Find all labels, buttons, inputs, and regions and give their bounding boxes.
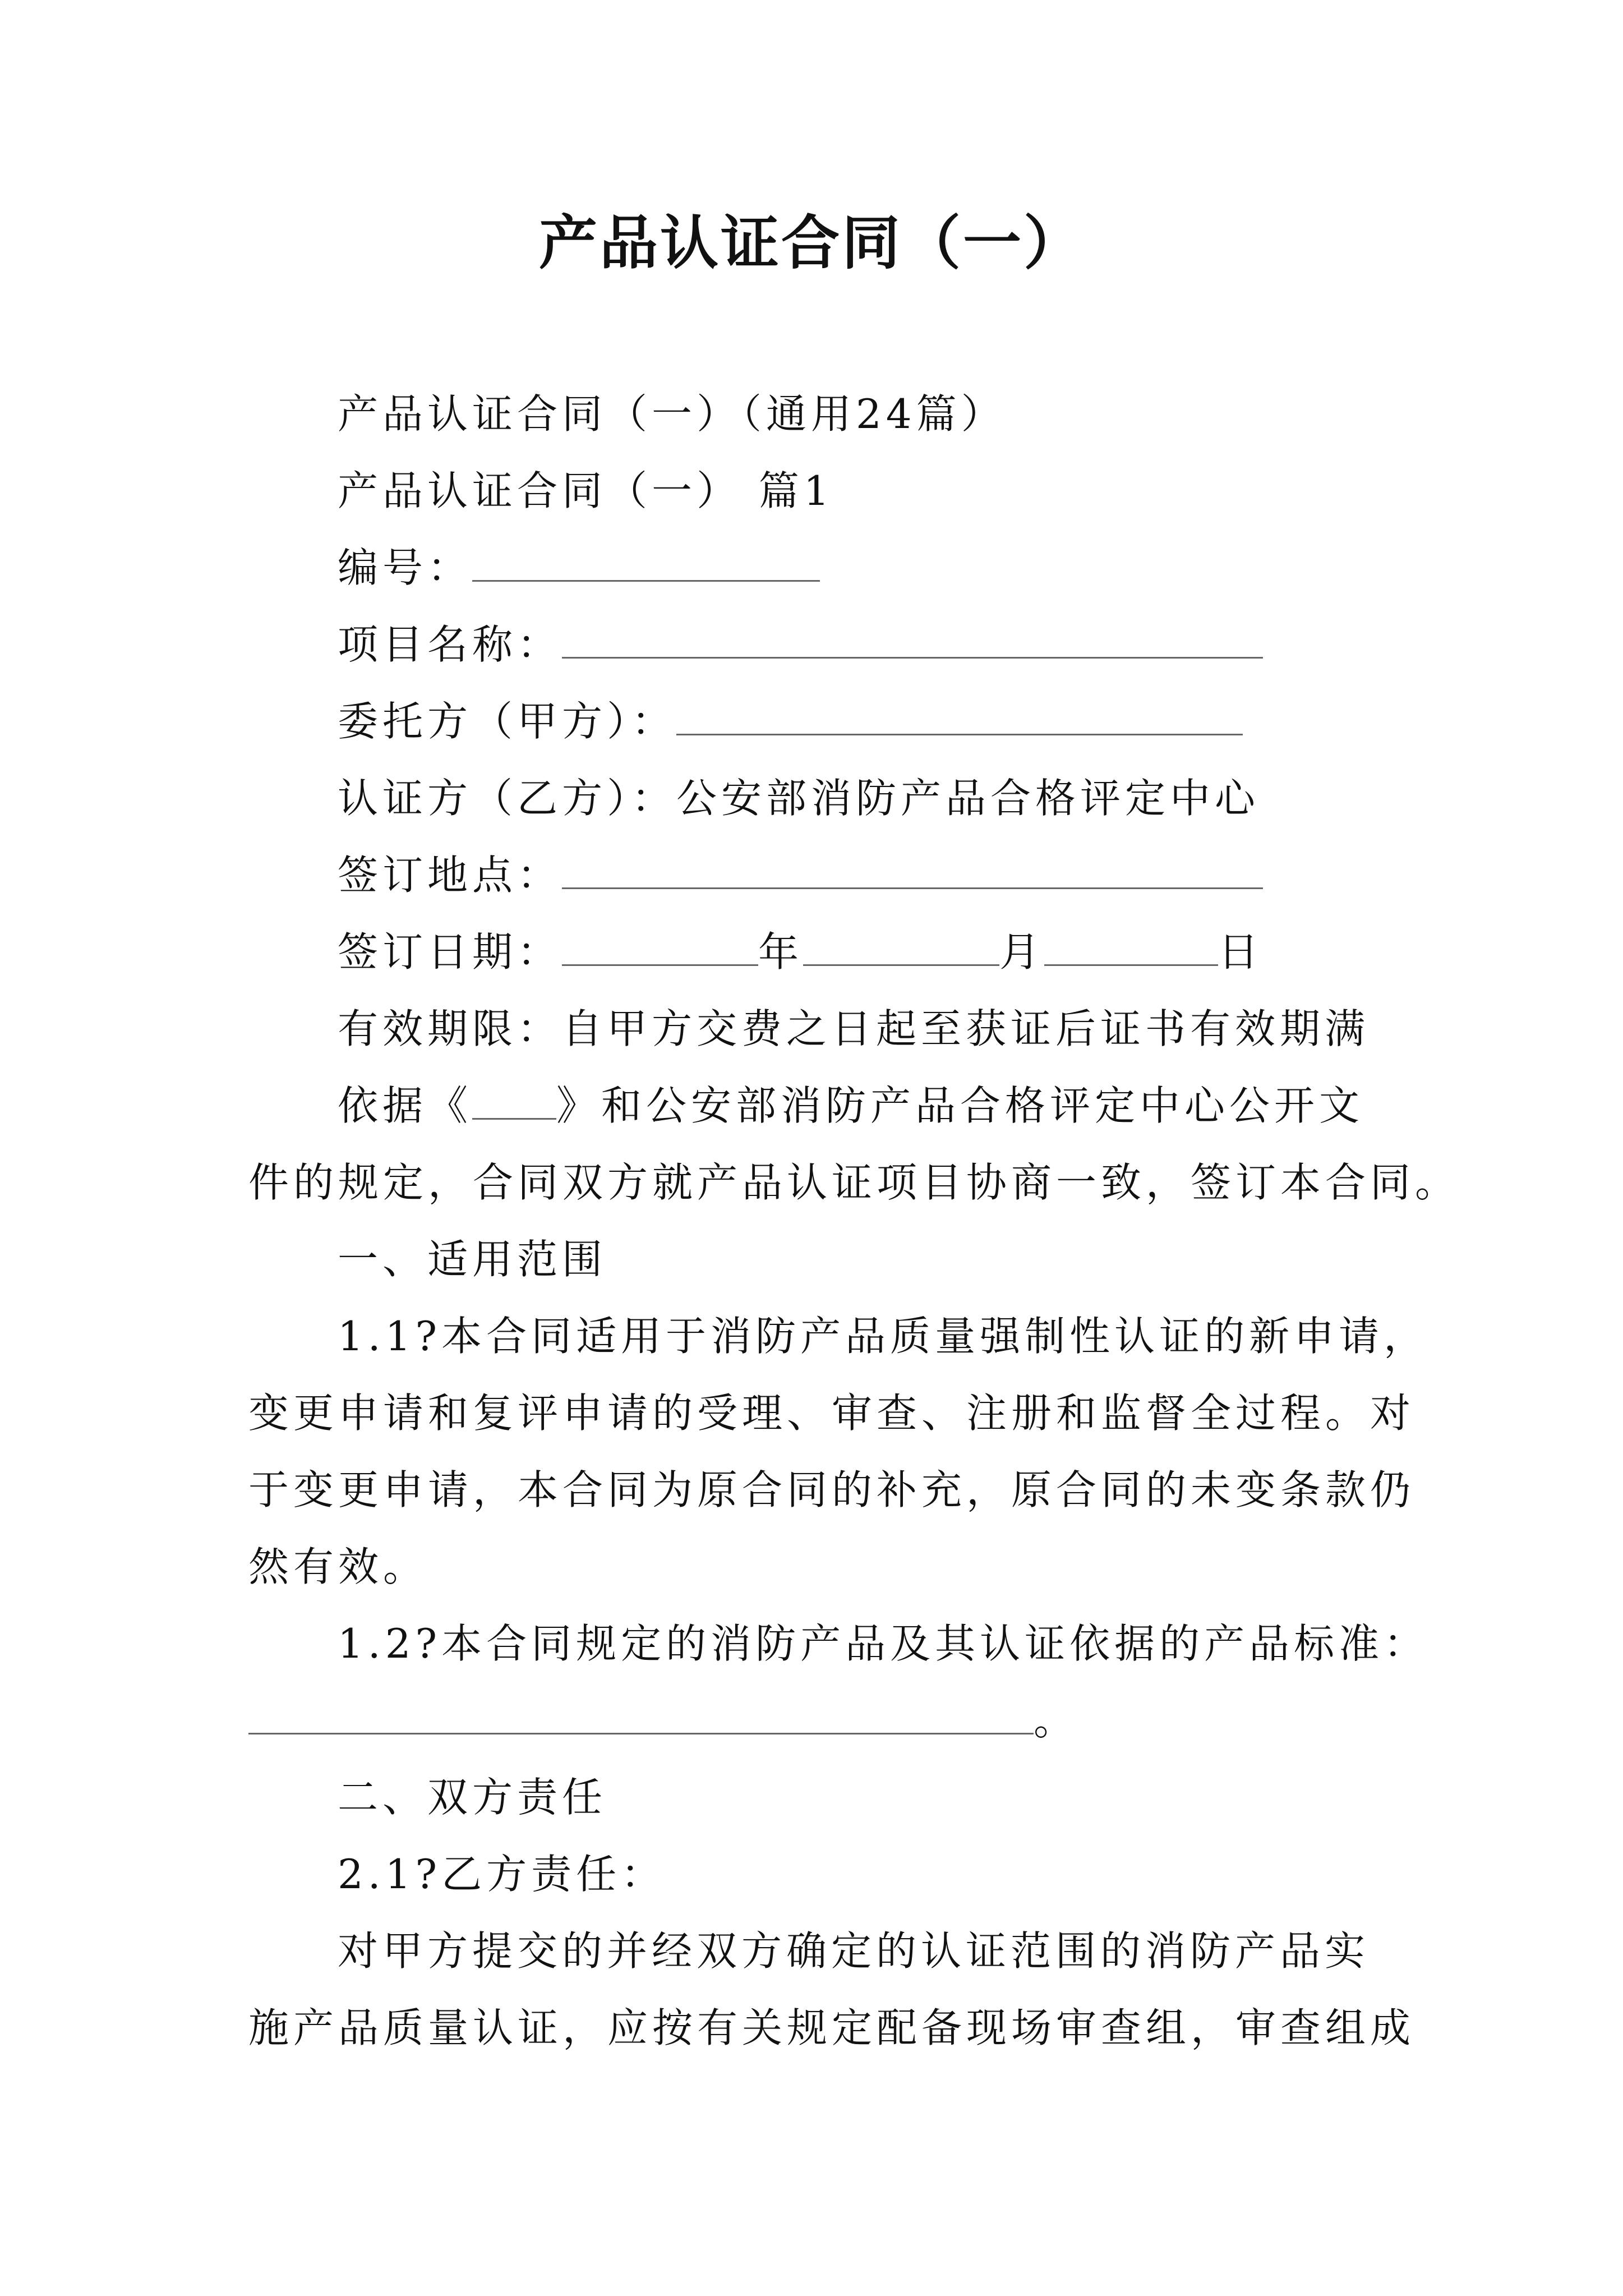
basis-blank <box>472 1078 556 1120</box>
day-blank <box>1044 924 1218 966</box>
part-heading: 产品认证合同（一） 篇1 <box>338 467 834 514</box>
document-subtitle: 产品认证合同（一）（通用24篇） <box>338 390 1006 438</box>
section-1-heading: 一、适用范围 <box>338 1236 607 1283</box>
clause-2-1-line-1: 对甲方提交的并经双方确定的认证范围的消防产品实 <box>338 1927 1370 1975</box>
clause-1-1-line-4: 然有效。 <box>248 1543 428 1590</box>
party-a-row <box>338 693 1243 749</box>
month-blank <box>803 924 999 966</box>
validity-row: 有效期限：自甲方交费之日起至获证后证书有效期满 <box>338 1005 1370 1052</box>
basis-line-1 <box>338 1078 1364 1134</box>
clause-1-2-line-1: 1.2?本合同规定的消防产品及其认证依据的产品标准： <box>338 1620 1429 1667</box>
basis-open: 依据《 <box>338 1082 473 1129</box>
clause-1-1-line-1: 1.1?本合同适用于消防产品质量强制性认证的新申请， <box>338 1313 1429 1360</box>
clause-1-1-line-2: 变更申请和复评申请的受理、审查、注册和监督全过程。对 <box>248 1389 1415 1437</box>
document-title: 产品认证合同（一） <box>538 208 1084 277</box>
place-row <box>338 847 1263 903</box>
basis-line-2: 件的规定，合同双方就产品认证项目协商一致，签订本合同。 <box>248 1159 1460 1206</box>
year-blank <box>562 924 758 966</box>
date-year: 年 <box>758 928 804 976</box>
number-row <box>338 540 820 596</box>
clause-2-1-line-2: 施产品质量认证，应按有关规定配备现场审查组，审查组成 <box>248 2004 1415 2051</box>
basis-rest: 》和公安部消防产品合格评定中心公开文 <box>556 1082 1364 1129</box>
section-2-heading: 二、双方责任 <box>338 1774 607 1821</box>
clause-1-2-line-2 <box>248 1692 1078 1749</box>
date-day: 日 <box>1218 928 1264 976</box>
party-a-label: 委托方（甲方）： <box>338 698 677 745</box>
date-month: 月 <box>999 928 1045 976</box>
number-blank <box>472 540 820 582</box>
standard-blank <box>248 1692 1034 1734</box>
clause-1-1-line-3: 于变更申请，本合同为原合同的补充，原合同的未变条款仍 <box>248 1466 1415 1513</box>
project-label: 项目名称： <box>338 621 562 668</box>
clause-2-1-heading: 2.1?乙方责任： <box>338 1851 666 1898</box>
place-label: 签订地点： <box>338 852 562 899</box>
place-blank <box>562 847 1263 889</box>
number-label: 编号： <box>338 544 473 591</box>
date-row <box>338 924 1263 980</box>
date-label: 签订日期： <box>338 928 562 976</box>
party-b-row: 认证方（乙方）：公安部消防产品合格评定中心 <box>338 775 1260 822</box>
clause-1-2-end: 。 <box>1034 1697 1079 1744</box>
project-blank <box>562 616 1263 659</box>
project-row <box>338 616 1263 673</box>
party-a-blank <box>676 693 1243 735</box>
